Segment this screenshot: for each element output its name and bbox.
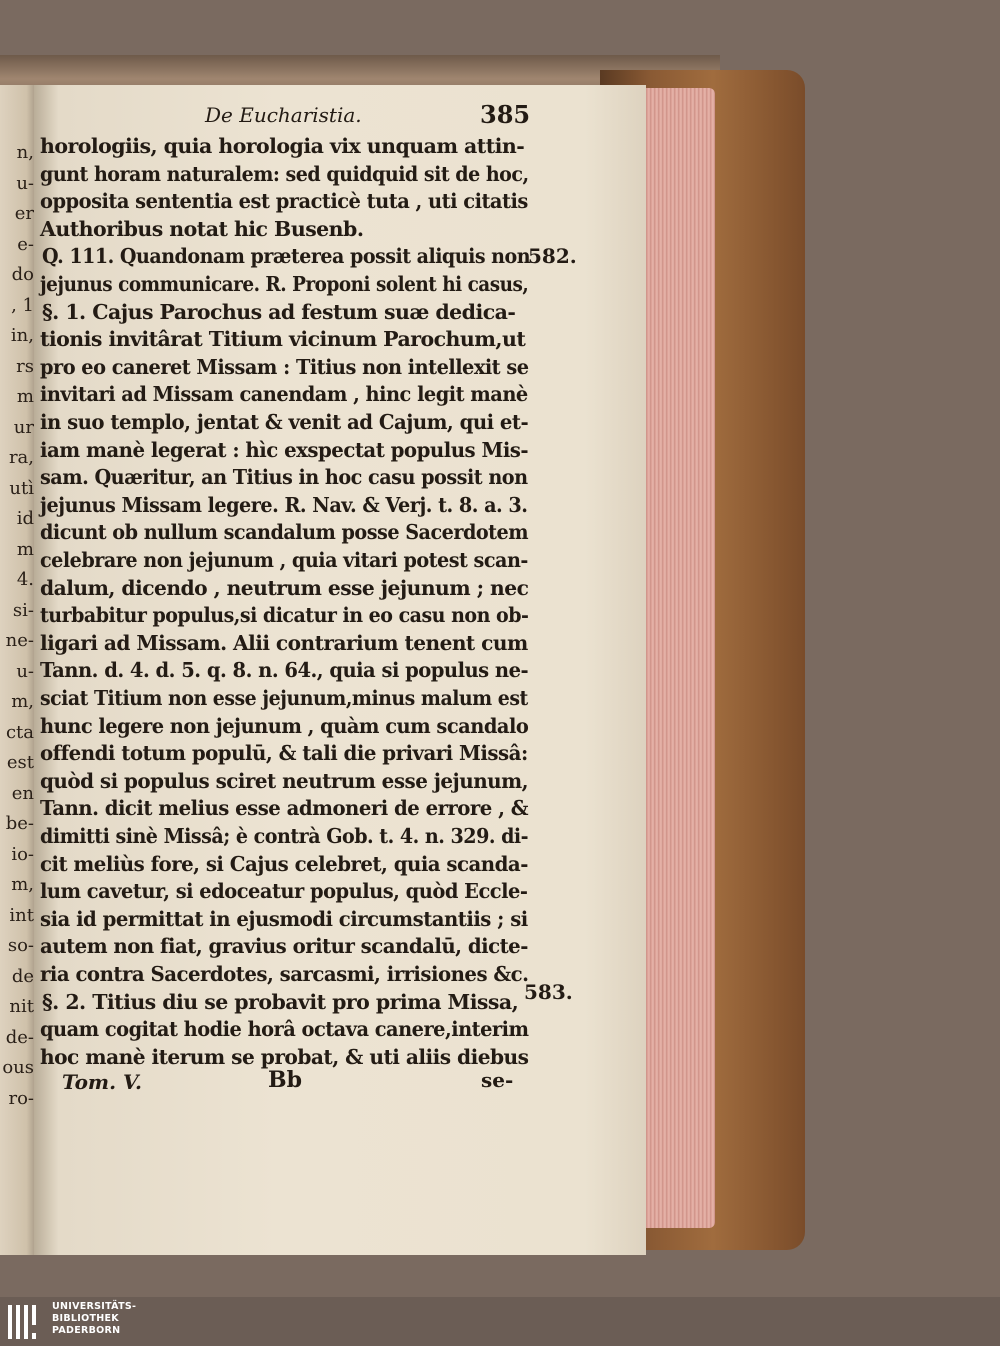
library-footer-bar xyxy=(0,1297,1000,1346)
text-line: ria contra Sacerdotes, sarcasmi, irrisiones &c. xyxy=(40,962,529,986)
text-line: dimitti sinè Missâ; è contrà Gob. t. 4. n. 329. di- xyxy=(40,824,529,848)
previous-page-fragment: est xyxy=(6,753,34,773)
text-line: Authoribus notat hic Busenb. xyxy=(40,216,364,241)
signature-mark: Bb xyxy=(268,1067,302,1093)
previous-page-fragment: so- xyxy=(7,936,34,956)
text-line: hunc legere non jejunum , quàm cum scandalo xyxy=(40,713,529,738)
previous-page-fragment: m, xyxy=(11,875,34,895)
text-line: autem non fiat, gravius oritur scandalū, dicte- xyxy=(40,934,528,959)
text-line: ligari ad Missam. Alii contrarium tenent cum xyxy=(40,630,528,655)
previous-page-fragment: io- xyxy=(11,844,34,865)
previous-page-fragment: er xyxy=(14,204,34,224)
previous-page-fragment: en xyxy=(11,783,34,804)
margin-note: 582. xyxy=(528,244,577,268)
previous-page-fragment: e- xyxy=(17,234,34,255)
previous-page-fragment: ne- xyxy=(5,631,34,651)
text-line: celebrare non jejunum , quia vitari potest scan- xyxy=(40,548,528,572)
text-line: offendi totum populū, & tali die privari Missâ: xyxy=(40,741,528,766)
text-line: quam cogitat hodie horâ octava canere,interim xyxy=(40,1017,529,1042)
previous-page-strip xyxy=(0,85,38,1255)
text-line: in suo templo, jentat & venit ad Cajum, qui et- xyxy=(40,410,529,434)
text-line: dalum, dicendo , neutrum esse jejunum ; nec xyxy=(40,575,529,600)
text-line: invitari ad Missam canendam , hinc legit manè xyxy=(40,382,528,407)
previous-page-fragment: de- xyxy=(5,1027,34,1048)
previous-page-fragment: id xyxy=(16,509,34,529)
text-line: pro eo caneret Missam : Titius non intellexit se xyxy=(40,354,529,379)
text-line: horologiis, quia horologia vix unquam attin- xyxy=(40,134,525,158)
text-line: lum cavetur, si edoceatur populus, quòd Eccle- xyxy=(40,879,528,904)
previous-page-fragment: int xyxy=(9,905,34,926)
text-line: tionis invitârat Titium vicinum Parochum,ut xyxy=(40,327,526,352)
previous-page-fragment: rs xyxy=(16,356,34,377)
text-line: sia id permittat in ejusmodi circumstantiis ; si xyxy=(40,906,528,931)
text-line: iam manè legerat : hìc exspectat populus Mis- xyxy=(40,437,529,462)
previous-page-fragment: ra, xyxy=(8,448,34,468)
previous-page-fragment: in, xyxy=(10,326,34,346)
previous-page-fragment: utì xyxy=(9,478,34,499)
text-line: cit meliùs fore, si Cajus celebret, quia scanda- xyxy=(40,851,528,876)
previous-page-fragment: de xyxy=(11,966,34,987)
text-line: §. 1. Cajus Parochus ad festum suæ dedica- xyxy=(42,299,516,324)
previous-page-fragment: m, xyxy=(11,692,34,712)
logo-line: BIBLIOTHEK xyxy=(52,1313,119,1324)
text-line: jejunus communicare. R. Proponi solent hi casus, xyxy=(40,272,529,296)
previous-page-fragment: u- xyxy=(16,661,34,682)
text-line: Q. 111. Quandonam præterea possit aliquis non xyxy=(42,244,531,269)
previous-page-fragment: nit xyxy=(9,997,34,1017)
previous-page-fragment: u- xyxy=(16,173,34,194)
catchword: se- xyxy=(481,1068,514,1092)
text-line: sciat Titium non esse jejunum,minus malum est xyxy=(40,686,528,710)
page-edges xyxy=(635,88,715,1228)
margin-note: 583. xyxy=(524,980,573,1004)
previous-page-fragment: ur xyxy=(13,417,34,438)
text-line: quòd si populus sciret neutrum esse jejunum, xyxy=(40,768,529,793)
text-line: opposita sententia est practicè tuta , uti citatis xyxy=(40,189,528,214)
previous-page-fragment: do xyxy=(11,265,34,285)
previous-page-fragment: m xyxy=(16,387,34,407)
text-line: hoc manè iterum se probat, & uti aliis diebus xyxy=(40,1044,529,1069)
page-number: 385 xyxy=(480,100,531,129)
logo-line: UNIVERSITÄTS- xyxy=(52,1301,137,1312)
text-line: Tann. dicit melius esse admoneri de errore , & xyxy=(40,796,529,821)
library-logo-text xyxy=(52,1301,136,1337)
text-line: Tann. d. 4. d. 5. q. 8. n. 64., quia si populus ne- xyxy=(40,658,529,683)
previous-page-fragment: n, xyxy=(16,143,34,163)
previous-page-fragment: be- xyxy=(5,814,34,834)
previous-page-fragment: ous xyxy=(2,1058,34,1078)
text-line: sam. Quæritur, an Titius in hoc casu possit non xyxy=(40,465,528,490)
previous-page-fragment: ro- xyxy=(8,1088,34,1109)
text-line: gunt horam naturalem: sed quidquid sit de hoc, xyxy=(40,161,529,186)
previous-page-fragment: si- xyxy=(12,600,34,621)
library-logo-icon xyxy=(8,1305,44,1339)
logo-line: PADERBORN xyxy=(52,1325,121,1336)
previous-page-fragment: 4. xyxy=(16,570,34,590)
previous-page-fragment: cta xyxy=(5,722,34,743)
previous-page-fragment: , 1 xyxy=(11,295,34,316)
previous-page-fragment: m xyxy=(16,539,34,560)
text-line: jejunus Missam legere. R. Nav. & Verj. t. 8. a. 3. xyxy=(40,492,528,517)
running-head: De Eucharistia. xyxy=(205,103,362,127)
volume-label: Tom. V. xyxy=(62,1070,142,1094)
text-line: turbabitur populus,si dicatur in eo casu non ob- xyxy=(40,603,529,628)
text-line: §. 2. Titius diu se probavit pro prima Missa, xyxy=(42,989,519,1014)
text-line: dicunt ob nullum scandalum posse Sacerdotem xyxy=(40,520,529,545)
